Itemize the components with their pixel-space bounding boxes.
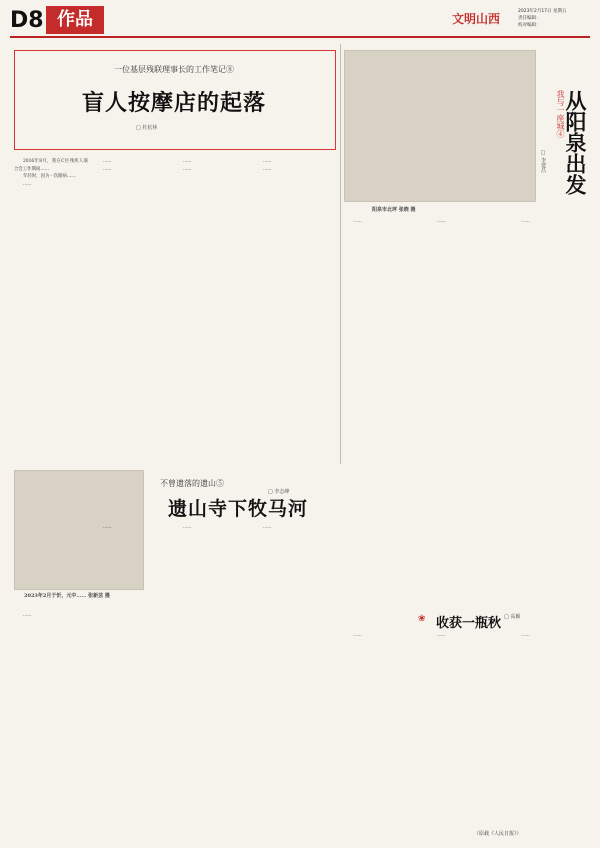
article4-column: …… bbox=[521, 633, 530, 638]
article1-column: …… …… bbox=[183, 159, 192, 172]
article4-column: …… bbox=[353, 633, 362, 638]
article2-byline: □ 李志峰 bbox=[268, 489, 290, 495]
article4-title: 收获一瓶秋 bbox=[436, 616, 502, 631]
ornament-icon: ❀ bbox=[418, 614, 426, 624]
article1-byline: □ 杜松林 bbox=[136, 125, 158, 131]
article3-column: …… bbox=[353, 219, 362, 224]
article3-photo-caption: 阳泉市北坪 张晓 摄 bbox=[372, 207, 416, 213]
article1-title: 盲人按摩店的起落 bbox=[81, 90, 266, 116]
column-divider bbox=[340, 44, 341, 464]
article3-column: …… bbox=[521, 219, 530, 224]
article3-subtitle: 我与一座城④ bbox=[556, 90, 565, 138]
article2-caption: 2023年2月于忻，元中…… 张新芸 摄 bbox=[24, 593, 110, 599]
article3-column: …… bbox=[437, 219, 446, 224]
masthead-logo: 文明山西 bbox=[452, 12, 501, 26]
article2-column: …… bbox=[103, 525, 112, 530]
article3-photo bbox=[344, 50, 536, 202]
article2-subtitle: 不曾遗落的遗山⑤ bbox=[160, 479, 224, 488]
article2-column: …… bbox=[183, 525, 192, 530]
article3-title: 从阳泉出发 bbox=[563, 90, 588, 195]
section-label: 作品 bbox=[46, 6, 104, 34]
article4-column: …… bbox=[437, 633, 446, 638]
article1-series: 一位基层残联理事长的工作笔记⑧ bbox=[114, 65, 234, 74]
article1-column: …… …… bbox=[263, 159, 272, 172]
issue-meta: 2023年2月17日 星期五 责任编辑： 校对编辑： bbox=[518, 9, 567, 28]
article4-byline: □ 高颖 bbox=[504, 614, 521, 620]
page-number: D8 bbox=[10, 8, 44, 33]
article2-title: 遗山寺下牧马河 bbox=[168, 498, 309, 520]
header-rule bbox=[10, 36, 590, 38]
article1-column: …… …… bbox=[103, 159, 112, 172]
article2-column: …… bbox=[23, 613, 32, 618]
article1-column: 2016年8月，我在C区残疾人联合会工作期间…… 年轻时，因为一次眼病…… …… bbox=[14, 159, 88, 187]
footer-source: （原载《人民日报》） bbox=[474, 831, 522, 837]
article3-byline: □ 李建昌 bbox=[540, 150, 546, 173]
article2-column: …… bbox=[263, 525, 272, 530]
